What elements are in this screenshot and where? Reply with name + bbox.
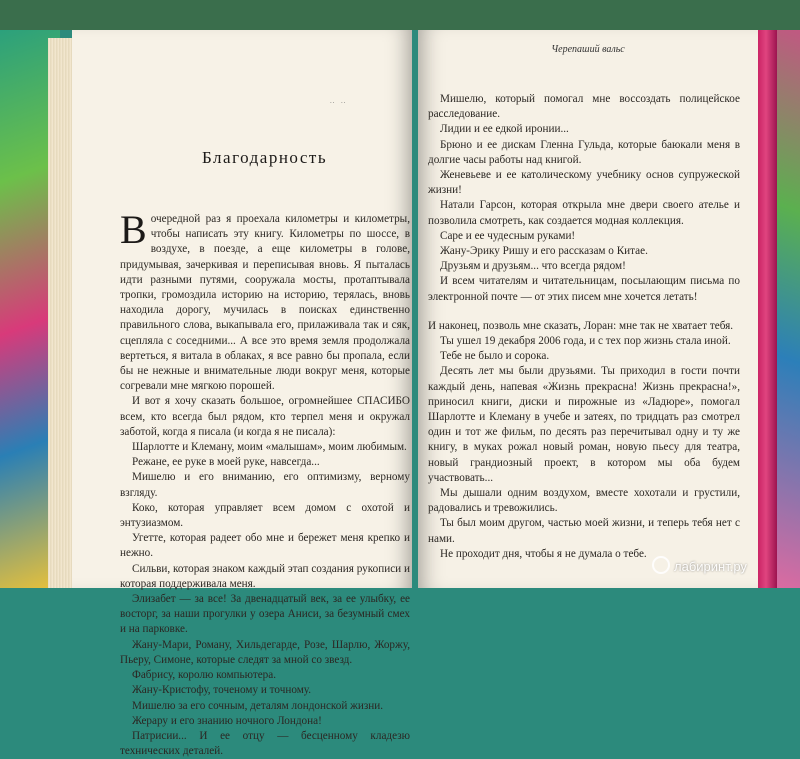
paragraph: Лидии и ее едкой иронии...: [440, 123, 569, 136]
paragraph: И вот я хочу сказать большое, огромнейшее СПАСИБО всем, кто всегда был рядом, кто терпел меня и окружал заботой, когда я писала (и когда я не писала):: [120, 395, 410, 438]
paragraph: Жану-Мари, Роману, Хильдегарде, Розе, Шарлю, Жоржу, Пьеру, Симоне, которые следят за мной со звезд.: [120, 638, 410, 666]
paragraph: Мы дышали одним воздухом, вместе хохотали и грустили, радовались и тревожились.: [428, 487, 740, 515]
paragraph: Мишелю и его вниманию, его оптимизму, верному взгляду.: [120, 471, 410, 499]
paragraph: Мишелю за его сочным, деталям лондонской жизни.: [132, 699, 384, 712]
paragraph: Угетте, которая радеет обо мне и бережет меня крепко и нежно.: [120, 532, 410, 560]
paragraph: Не проходит дня, чтобы я не думала о тебе.: [440, 547, 647, 560]
paragraph: Элизабет — за все! За двенадцатый век, за ее улыбку, ее восторг, за наши прогулки у озера Аниси, за безумный смех и на парковке.: [120, 593, 410, 636]
paragraph: Друзьям и друзьям... что всегда рядом!: [440, 260, 626, 273]
paragraph: Режане, ее руке в моей руке, навсегда...: [132, 456, 320, 469]
left-body: [120, 207, 410, 759]
labirint-logo-icon: [652, 556, 670, 574]
paragraph: Жану-Кристофу, точеному и точному.: [132, 684, 312, 697]
cover-edge: [755, 30, 777, 588]
watermark: [652, 556, 747, 574]
page-marks: .. ..: [330, 97, 347, 105]
paragraph: Ты был моим другом, частью моей жизни, и теперь тебя нет с нами.: [428, 517, 740, 545]
right-page: [418, 30, 758, 588]
paragraph: Сильви, которая знаком каждый этап создания рукописи и которая поддерживала меня.: [120, 562, 410, 590]
watermark-text: лабиринт.ру: [674, 559, 747, 574]
paragraph: Жану-Эрику Ришу и его рассказам о Китае.: [440, 245, 648, 258]
background-top: [0, 0, 800, 30]
running-head: Черепаший вальс: [551, 44, 625, 55]
paragraph: Ты ушел 19 декабря 2006 года, и с тех пор жизнь стала иной.: [440, 335, 731, 348]
left-page: [72, 30, 412, 758]
paragraph: Натали Гарсон, которая открыла мне двери своего ателье и позволила смотреть, как создается модная коллекция.: [428, 199, 740, 227]
drop-cap: В: [120, 207, 147, 252]
paragraph: Жерару и его знанию ночного Лондона!: [132, 714, 322, 727]
paragraph: Коко, которая управляет всем домом с охотой и энтузиазмом.: [120, 501, 410, 530]
first-paragraph-text: очередной раз я проехала километры и километры, чтобы написать эту книгу. Километры по шоссе, в воздухе, в поезде, а еще километры в голове, придумывая, зачеркивая и переписывая вновь. Я пыталась идти разными путями, сооружала мосты, протаптывала тропки, громоздила историю на историю, терялась, вновь находила дорогу, мучилась в поисках единственно правильного слова, выкапывала его, прилаживала так и сяк, сцепляла с соседними... А все это время земля продолжала вертеться, я витала в облаках, я все равно бы пропала, если бы не нежные и внимательные люди вокруг меня, которые согревали мне мягкою порошей.: [120, 213, 410, 393]
right-body: [428, 92, 740, 562]
paragraph: Женевьеве и ее католическому учебнику основ супружеской жизни!: [428, 169, 740, 197]
paragraph: И всем читателям и читательницам, посылающим письма по электронной почте — от этих писем мне хочется летать!: [428, 275, 740, 303]
section-gap: [428, 305, 740, 319]
paragraph: Патрисии... И ее отцу — бесценному кладезю технических деталей.: [120, 729, 410, 758]
paragraph: Шарлотте и Клеману, моим «малышам», моим любимым.: [132, 441, 407, 454]
paragraph: Мишелю, который помогал мне воссоздать полицейское расследование.: [428, 93, 740, 121]
paragraph: Фабрису, королю компьютера.: [132, 669, 277, 682]
first-paragraph: [120, 207, 410, 394]
chapter-title: Благодарность: [202, 148, 328, 167]
paragraph: И наконец, позволь мне сказать, Лоран: мне так не хватает тебя.: [428, 319, 734, 332]
paragraph: Десять лет мы были друзьями. Ты приходил в гости почти каждый день, напевая «Жизнь прекрасна! Жизнь прекрасна!», приносил книги, диски и пирожные из «Ладюре», помогал Шарлотте и Клеману в учебе и затеях, по тридцать раз смотрел один и тот же фильм, по десять раз перечитывал одну и ту же книгу, в муках рожал новый роман, новую пьесу для театра, новый грандиозный проект, в котором мы оба будем участвовать...: [428, 365, 740, 484]
paragraph: Тебе не было и сорока.: [440, 350, 550, 363]
paragraph: Брюно и ее дискам Гленна Гульда, которые баюкали меня в долгие часы работы над книгой.: [428, 138, 740, 166]
paragraph: Саре и ее чудесным руками!: [440, 229, 576, 242]
